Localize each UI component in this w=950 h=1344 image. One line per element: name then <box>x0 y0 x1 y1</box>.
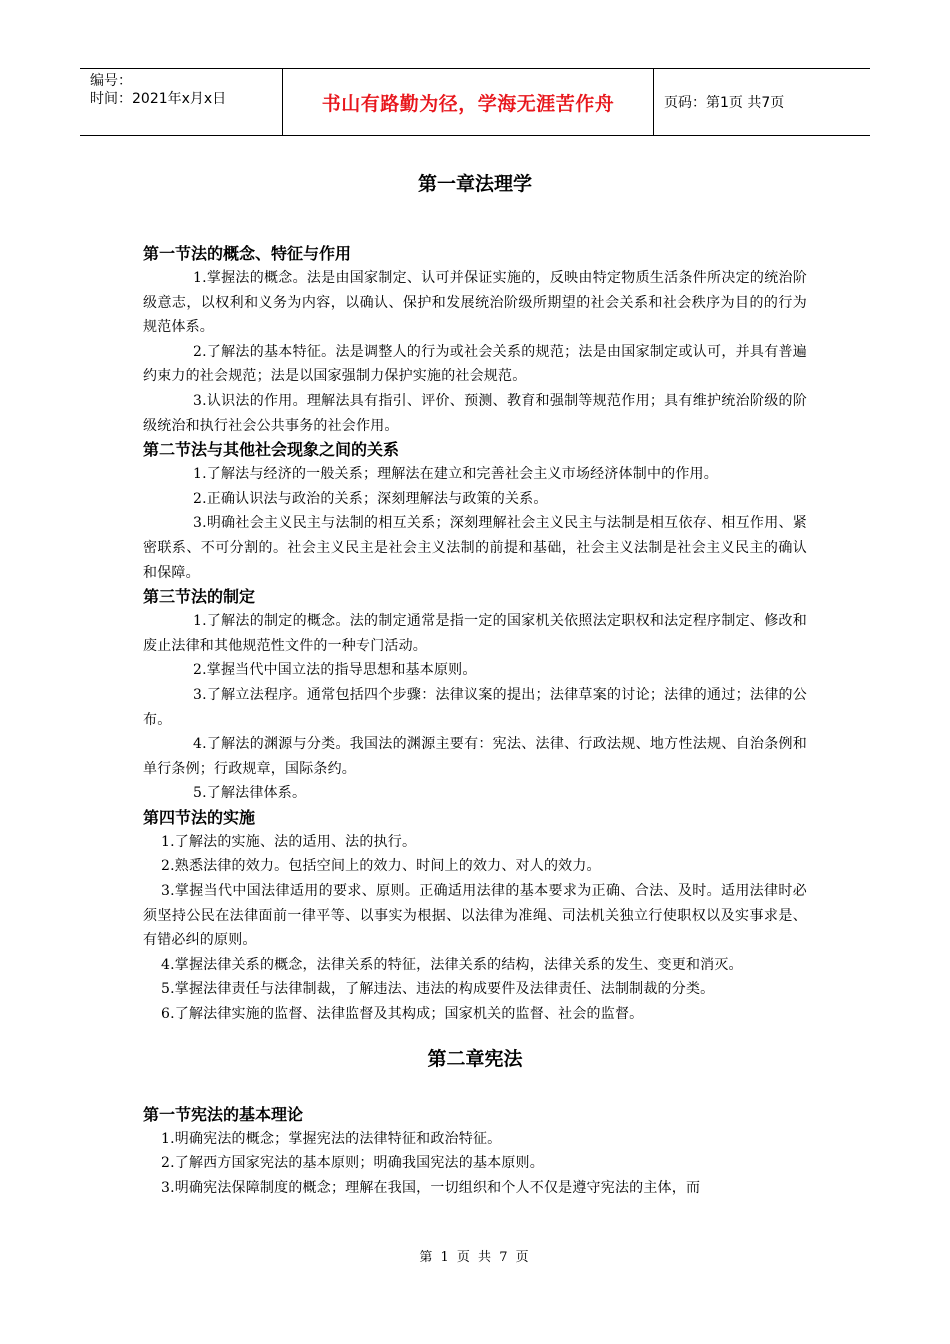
paragraph: 4.了解法的渊源与分类。我国法的渊源主要有：宪法、法律、行政法规、地方性法规、自治条例和单行条例；行政规章，国际条约。 <box>143 736 807 777</box>
section-title: 第一节法的概念、特征与作用 <box>143 244 352 263</box>
code-label: 编号： <box>90 73 132 89</box>
paragraph: 2.熟悉法律的效力。包括空间上的效力、时间上的效力、对人的效力。 <box>161 858 601 875</box>
paragraph: 3.了解立法程序。通常包括四个步骤：法律议案的提出；法律草案的讨论；法律的通过；法律的公布。 <box>143 686 807 728</box>
paragraph: 2.正确认识法与政治的关系；深刻理解法与政策的关系。 <box>193 490 548 507</box>
paragraph: 5.了解法律体系。 <box>193 785 307 802</box>
paragraph: 6.了解法律实施的监督、法律监督及其构成；国家机关的监督、社会的监督。 <box>161 1006 644 1023</box>
page-footer: 第 1 页 共 7 页 <box>419 1250 531 1265</box>
paragraph: 1.掌握法的概念。法是由国家制定、认可并保证实施的，反映由特定物质生活条件所决定的统治阶级意志，以权利和义务为内容，以确认、保护和发展统治阶级所期望的社会关系和社会秩序为目的的行为规范体系。 <box>143 270 807 336</box>
motto-text: 书山有路勤为径，学海无涯苦作舟 <box>321 92 615 115</box>
document-body <box>143 170 807 1200</box>
paragraph: 1.了解法与经济的一般关系；理解法在建立和完善社会主义市场经济体制中的作用。 <box>193 466 718 483</box>
paragraph: 3.明确宪法保障制度的概念；理解在我国，一切组织和个人不仅是遵守宪法的主体，而 <box>161 1179 701 1196</box>
paragraph: 1.了解法的实施、法的适用、法的执行。 <box>161 833 417 850</box>
section-title: 第一节宪法的基本理论 <box>143 1104 304 1124</box>
paragraph: 1.了解法的制定的概念。法的制定通常是指一定的国家机关依照法定职权和法定程序制定、修改和废止法律和其他规范性文件的一种专门活动。 <box>143 613 807 654</box>
section-title: 第二节法与其他社会现象之间的关系 <box>143 440 400 460</box>
chapter-2-title: 第二章宪法 <box>427 1047 523 1070</box>
section-title: 第四节法的实施 <box>143 807 256 827</box>
header-table <box>80 68 870 136</box>
header-page-cell <box>654 69 870 135</box>
paragraph: 4.掌握法律关系的概念，法律关系的特征，法律关系的结构，法律关系的发生、变更和消灭。 <box>161 956 743 973</box>
chapter-1-title: 第一章法理学 <box>417 173 532 195</box>
section-title: 第三节法的制定 <box>143 587 256 607</box>
page-info: 页码：第1页 共7页 <box>664 95 785 111</box>
paragraph: 3.明确社会主义民主与法制的相互关系；深刻理解社会主义民主与法制是相互依存、相互作用、紧密联系、不可分割的。社会主义民主是社会主义法制的前提和基础，社会主义法制是社会主义民主的确认和保障。 <box>143 515 807 581</box>
paragraph: 3.掌握当代中国法律适用的要求、原则。正确适用法律的基本要求为正确、合法、及时。适用法律时必须坚持公民在法律面前一律平等、以事实为根据、以法律为准绳、司法机关独立行使职权以及实事求是、有错必纠的原则。 <box>143 883 807 949</box>
paragraph: 1.明确宪法的概念；掌握宪法的法律特征和政治特征。 <box>161 1130 502 1147</box>
header-motto-cell <box>282 69 654 135</box>
paragraph: 5.掌握法律责任与法律制裁，了解违法、违法的构成要件及法律责任、法制制裁的分类。 <box>161 981 715 998</box>
header-left-cell <box>80 69 282 135</box>
paragraph: 2.掌握当代中国立法的指导思想和基本原则。 <box>193 662 477 679</box>
paragraph: 2.了解西方国家宪法的基本原则；明确我国宪法的基本原则。 <box>161 1155 544 1172</box>
paragraph: 3.认识法的作用。理解法具有指引、评价、预测、教育和强制等规范作用；具有维护统治阶级的阶级统治和执行社会公共事务的社会作用。 <box>143 392 807 434</box>
time-label: 时间：2021年x月x日 <box>90 91 227 107</box>
paragraph: 2.了解法的基本特征。法是调整人的行为或社会关系的规范；法是由国家制定或认可，并具有普遍约束力的社会规范；法是以国家强制力保护实施的社会规范。 <box>143 343 807 385</box>
